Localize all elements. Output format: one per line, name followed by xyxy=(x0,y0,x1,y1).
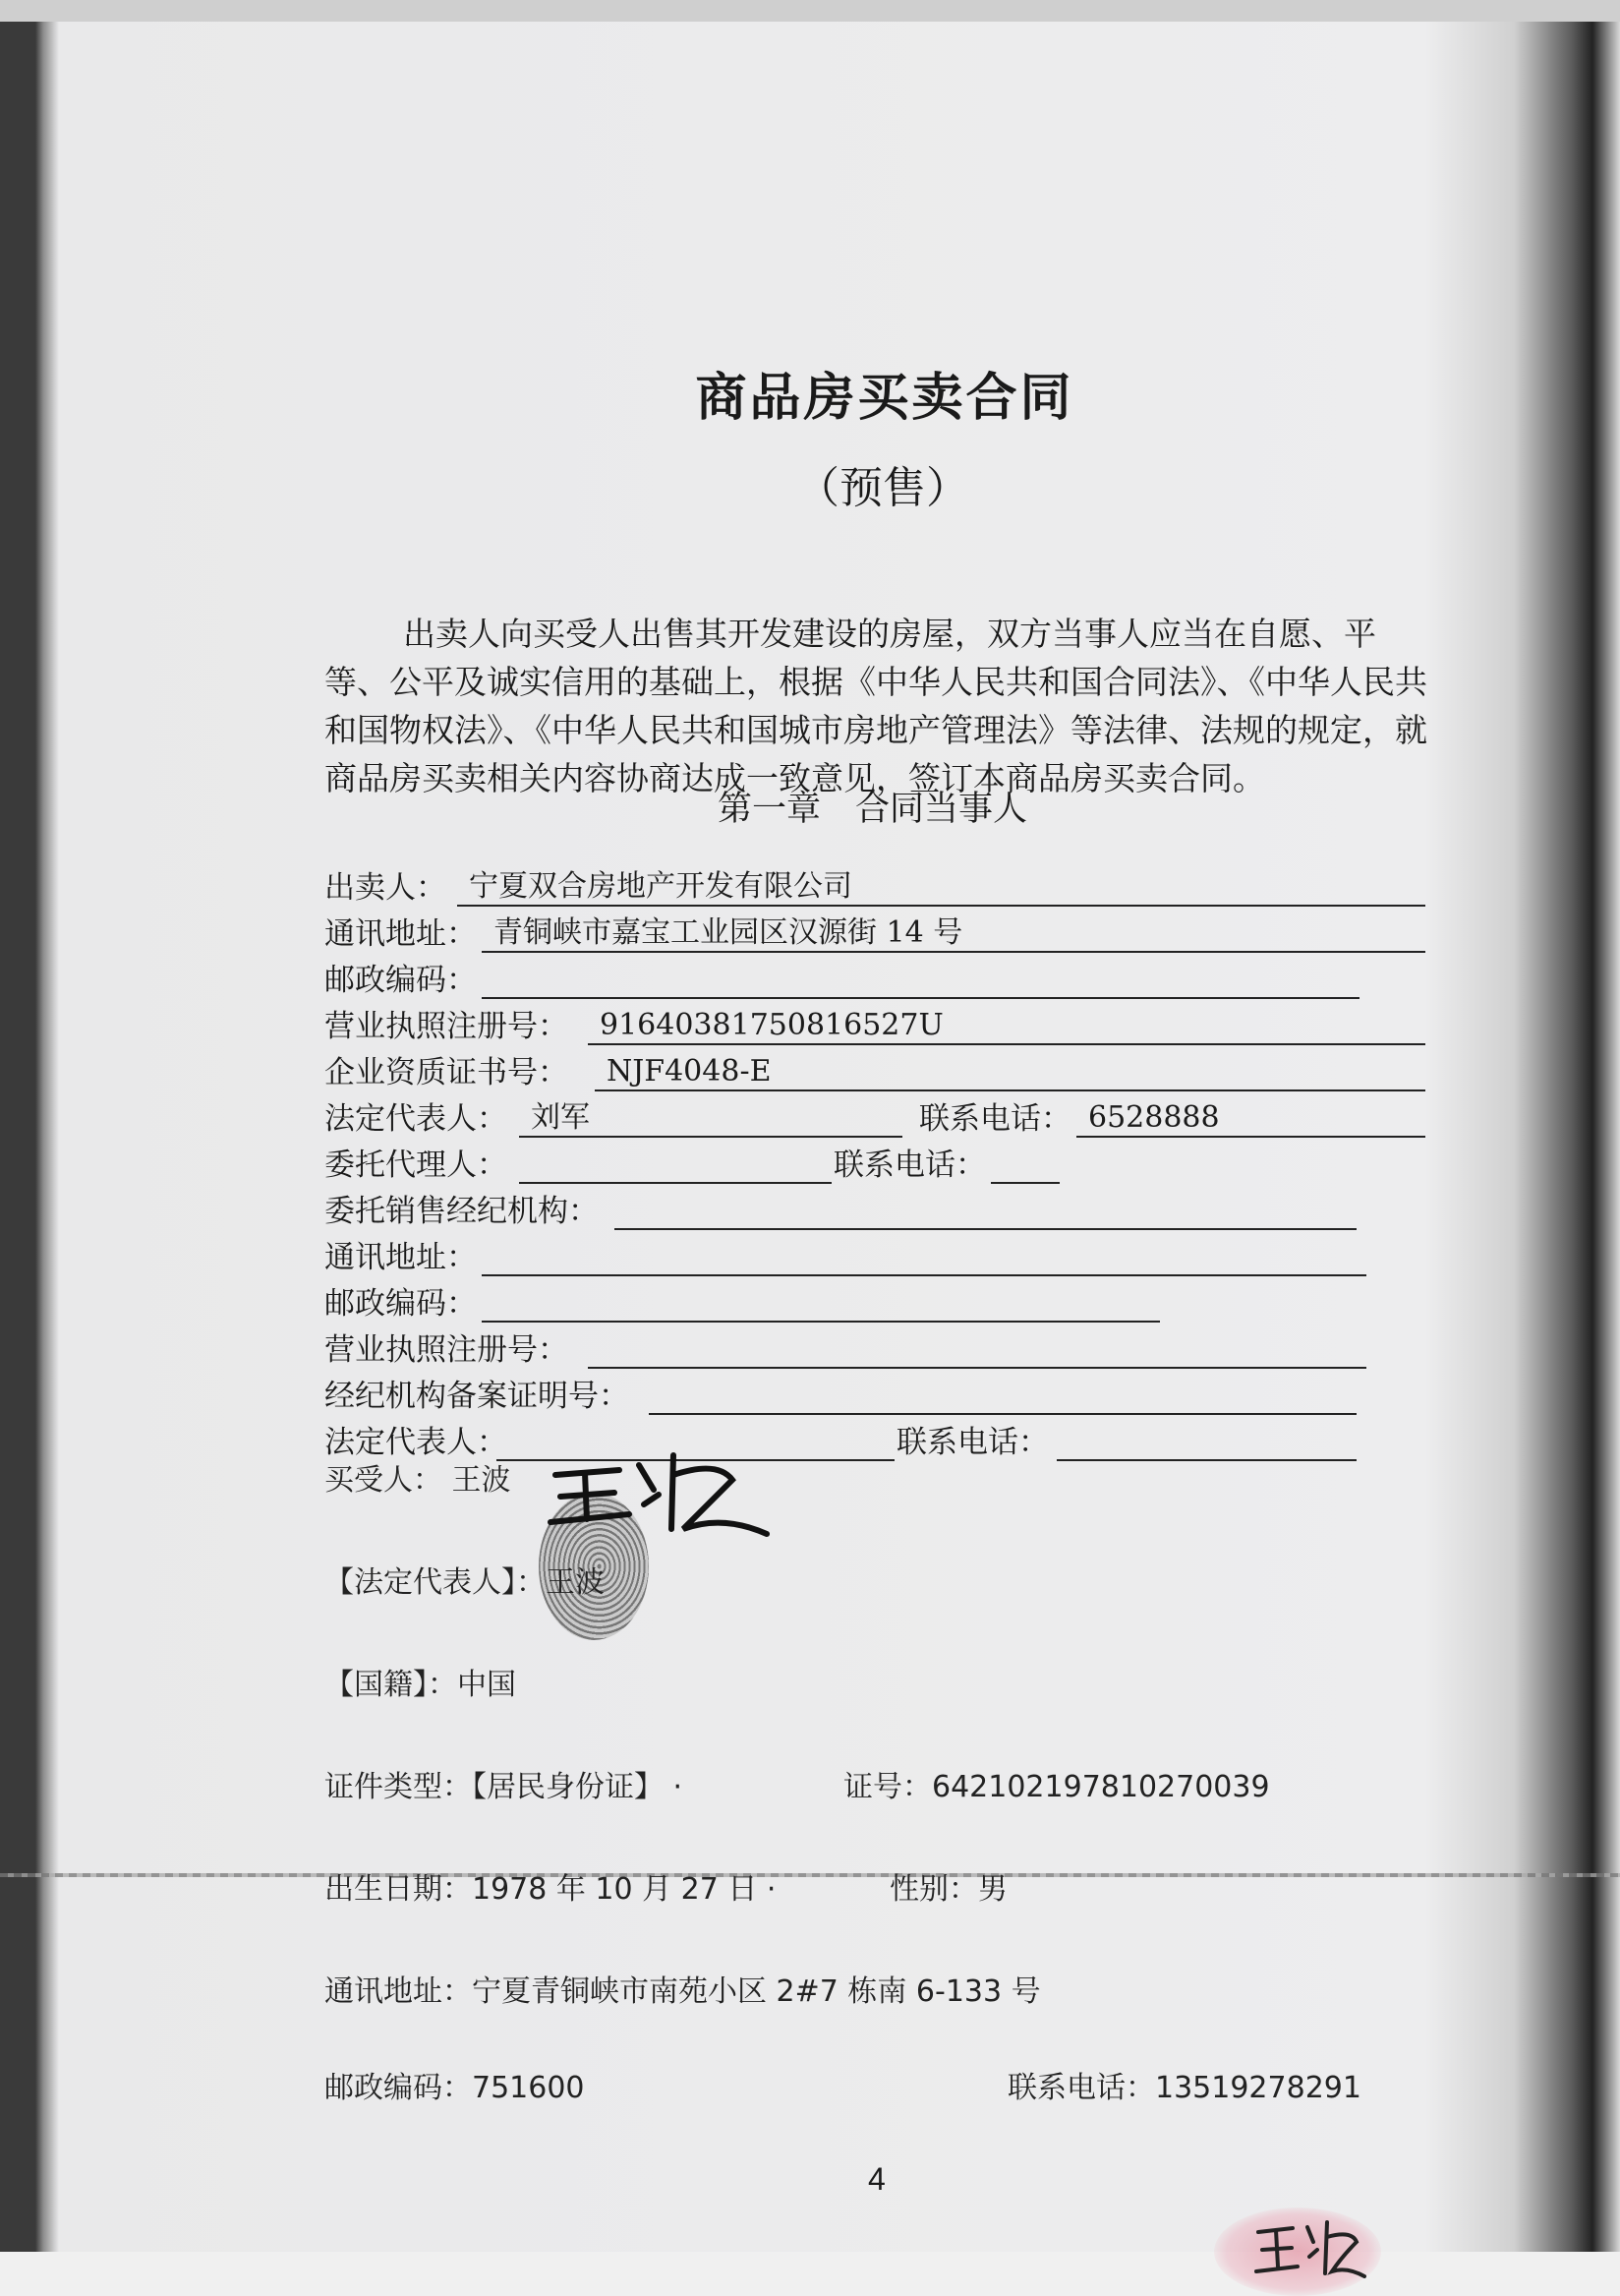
seller-name-label: 出卖人： xyxy=(324,870,446,906)
buyer-gender: 性别：男 xyxy=(890,1872,1008,1907)
seller-name-row xyxy=(324,868,446,908)
seller-address-label: 通讯地址： xyxy=(324,916,477,952)
broker-postcode-label: 邮政编码： xyxy=(324,1286,477,1322)
buyer-postcode: 邮政编码：751600 xyxy=(324,2071,585,2105)
seller-license-row xyxy=(324,1007,568,1046)
buyer-birth-date: 出生日期：1978 年 10 月 27 日 · xyxy=(324,1872,777,1907)
buyer-signature xyxy=(536,1436,781,1548)
seller-name-value: 宁夏双合房地产开发有限公司 xyxy=(469,869,852,904)
buyer-address: 通讯地址：宁夏青铜峡市南苑小区 2#7 栋南 6-133 号 xyxy=(324,1974,1041,2009)
seller-legal-rep-field xyxy=(519,1100,902,1138)
page-number: 4 xyxy=(868,2161,886,2197)
agent-phone-row xyxy=(834,1146,986,1185)
broker-license-field xyxy=(588,1331,1366,1369)
broker-address-label: 通讯地址： xyxy=(324,1240,477,1275)
seller-license-value: 91640381750816527U xyxy=(600,1008,944,1042)
buyer-id-type: 证件类型：【居民身份证】 · xyxy=(324,1770,683,1804)
broker-license-row xyxy=(324,1330,568,1370)
agent-label: 委托代理人： xyxy=(324,1148,507,1183)
seller-cert-field xyxy=(595,1054,1425,1091)
broker-record-row xyxy=(324,1377,629,1416)
fold-line xyxy=(0,1873,1620,1877)
broker-phone-field xyxy=(1057,1424,1357,1461)
seller-address-field xyxy=(482,915,1425,953)
broker-row xyxy=(324,1192,599,1231)
broker-record-label: 经纪机构备案证明号： xyxy=(324,1379,629,1414)
seller-cert-value: NJF4048-E xyxy=(607,1054,772,1089)
chapter-heading: 第一章 合同当事人 xyxy=(718,790,1028,829)
seller-phone-label: 联系电话： xyxy=(919,1101,1071,1137)
seller-postcode-label: 邮政编码： xyxy=(324,963,477,998)
agent-row xyxy=(324,1146,507,1185)
seller-license-label: 营业执照注册号： xyxy=(324,1009,568,1044)
seller-address-row xyxy=(324,914,477,954)
contract-title: 商品房买卖合同 xyxy=(695,368,1074,428)
buyer-name: 买受人： 王波 xyxy=(324,1463,511,1498)
agent-phone-field xyxy=(991,1147,1060,1184)
preamble-paragraph xyxy=(324,610,1435,802)
seller-cert-row xyxy=(324,1053,568,1092)
buyer-id-number: 证号：642102197810270039 xyxy=(843,1770,1270,1804)
seller-postcode-row xyxy=(324,961,477,1000)
seller-postcode-value xyxy=(482,962,493,996)
seller-phone-value: 6528888 xyxy=(1088,1100,1220,1135)
buyer-phone: 联系电话：13519278291 xyxy=(1008,2071,1361,2105)
initials-signature xyxy=(1248,2212,1366,2290)
buyer-legal-rep: 【法定代表人】：王波 xyxy=(324,1565,605,1600)
seller-address-value: 青铜峡市嘉宝工业园区汉源街 14 号 xyxy=(493,915,963,950)
broker-address-field xyxy=(482,1239,1366,1276)
broker-label: 委托销售经纪机构： xyxy=(324,1194,599,1229)
seller-legal-rep-label: 法定代表人： xyxy=(324,1101,507,1137)
seller-postcode-field xyxy=(482,962,1360,999)
buyer-nationality: 【国籍】：中国 xyxy=(324,1668,516,1702)
scan-top-edge xyxy=(0,0,1620,22)
agent-field xyxy=(519,1147,832,1184)
broker-postcode-field xyxy=(482,1285,1160,1323)
contract-subtitle: （预售） xyxy=(796,463,969,513)
broker-field xyxy=(614,1193,1357,1230)
broker-record-field xyxy=(649,1378,1357,1415)
broker-license-label: 营业执照注册号： xyxy=(324,1332,568,1368)
broker-address-row xyxy=(324,1238,477,1277)
seller-phone-row xyxy=(919,1099,1071,1139)
seller-legal-rep-row xyxy=(324,1099,507,1139)
seller-license-field xyxy=(588,1008,1425,1045)
seller-phone-field xyxy=(1076,1100,1425,1138)
preamble-text: 出卖人向买受人出售其开发建设的房屋，双方当事人应当在自愿、平等、公平及诚实信用的基础上，根据《中华人民共和国合同法》、《中华人民共和国物权法》、《中华人民共和国城市房地产管理法》等法律、法规的规定，就商品房买卖相关内容协商达成一致意见，签订本商品房买卖合同。 xyxy=(324,615,1427,797)
seller-legal-rep-value: 刘军 xyxy=(531,1100,590,1135)
broker-phone-label: 联系电话： xyxy=(897,1425,1049,1460)
broker-postcode-row xyxy=(324,1284,477,1324)
seller-cert-label: 企业资质证书号： xyxy=(324,1055,568,1090)
seller-name-field xyxy=(457,869,1425,907)
broker-phone-row xyxy=(897,1423,1049,1462)
broker-rep-label: 法定代表人： xyxy=(324,1425,507,1460)
agent-phone-label: 联系电话： xyxy=(834,1148,986,1183)
